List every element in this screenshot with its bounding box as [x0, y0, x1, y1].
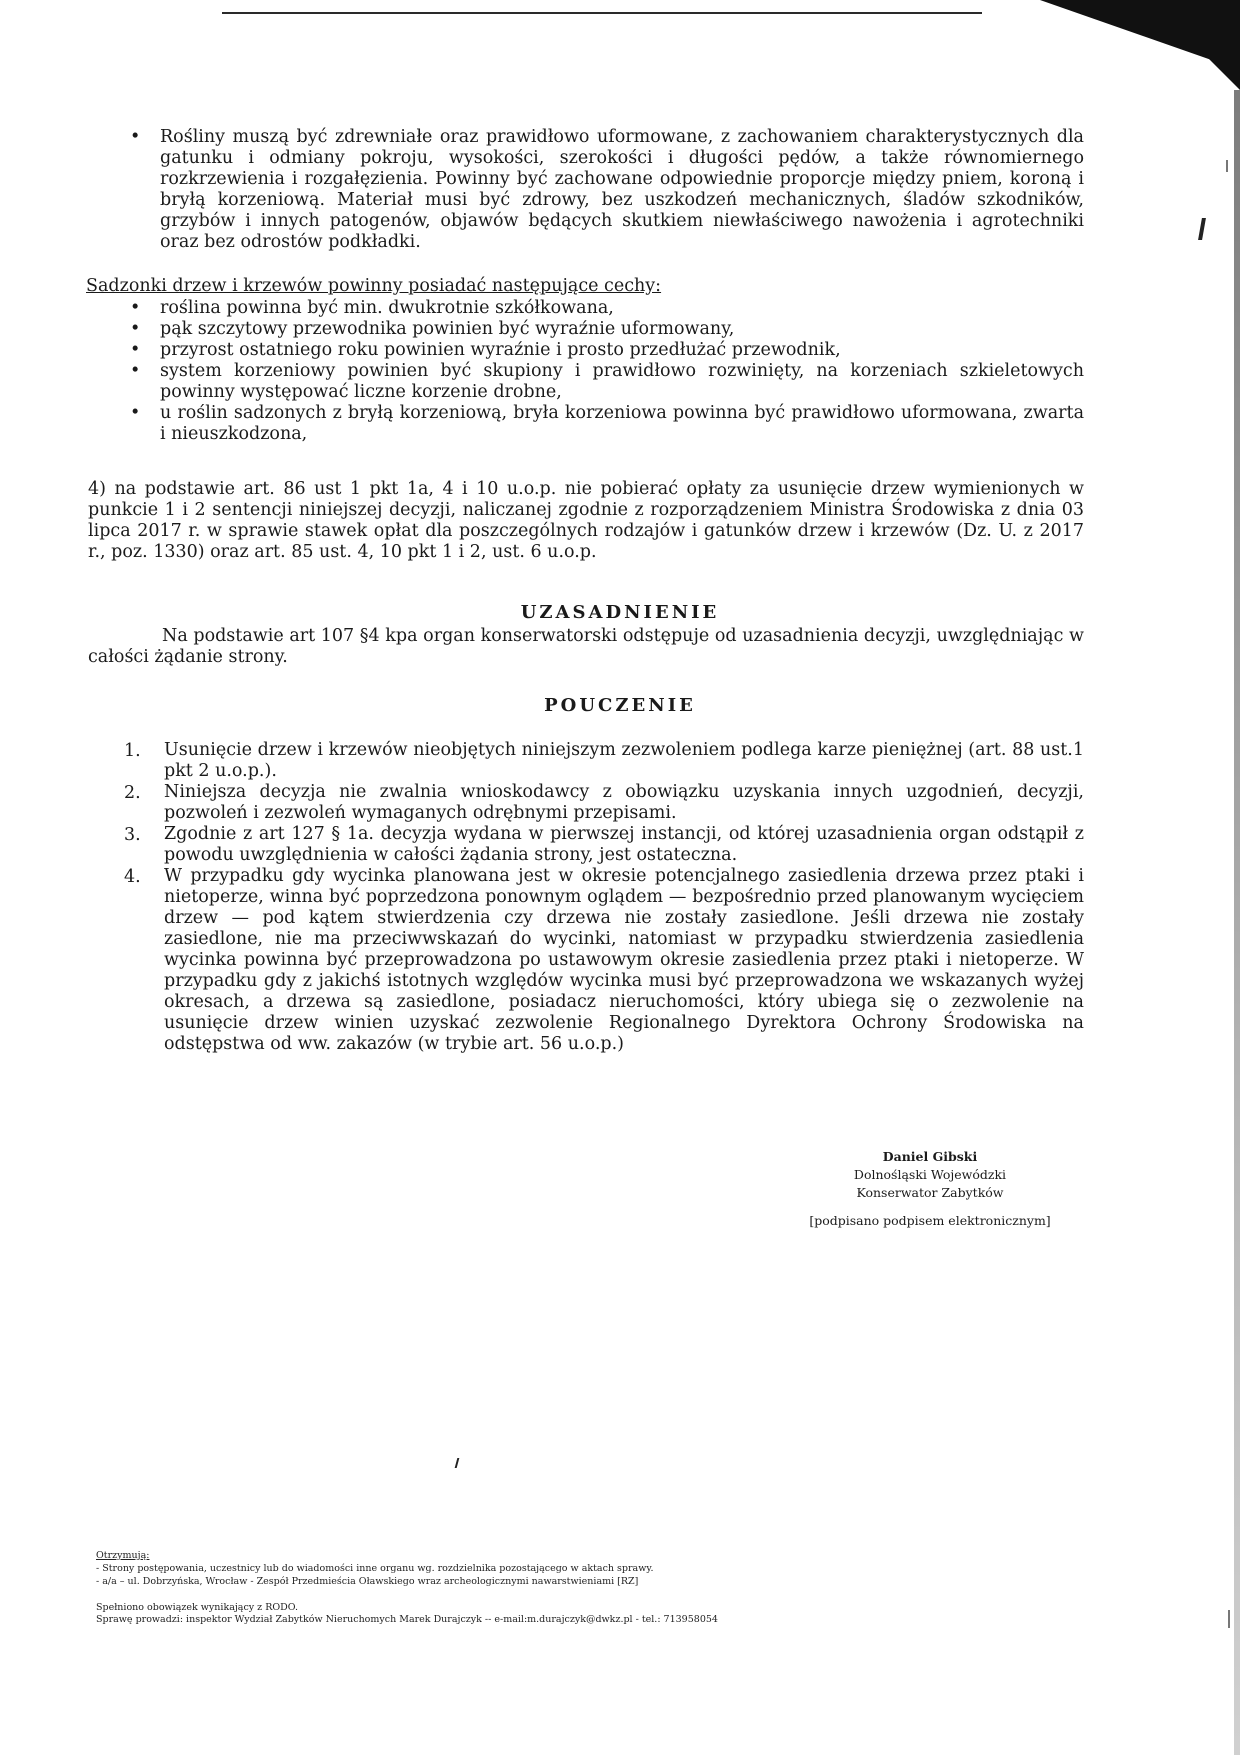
- pouczenie-heading: POUCZENIE: [544, 695, 696, 716]
- list-item: • u roślin sadzonych z bryłą korzeniową, bryła korzeniowa powinna być prawidłowo uformowana, zwarta i nieuszkodzona,: [130, 403, 1084, 444]
- scan-artifact-mark: [455, 1458, 460, 1468]
- seedlings-list: [124, 298, 1084, 445]
- case-handler: Sprawę prowadzi: inspektor Wydział Zabytków Nieruchomych Marek Durajczyk -- e-mail:m.durajczyk@dwkz.pl - tel.: 713958054: [96, 1614, 718, 1625]
- recipient-line: - Strony postępowania, uczestnicy lub do wiadomości inne organu wg. rozdzielnika pozostającego w aktach sprawy.: [96, 1563, 654, 1574]
- scan-artifact-edge: [1234, 90, 1240, 1755]
- plant-requirements-list: [124, 127, 1084, 253]
- list-item: • Rośliny muszą być zdrewniałe oraz prawidłowo uformowane, z zachowaniem charakterystycznych dla gatunku i odmiany pokroju, wysokości, szerokości i długości pędów, a także równomiernego rozkrzewienia i rozgałęzienia. Powinny być zachowane odpowiednie proporcje między pniem, koroną i bryłą korzeniową. Materiał musi być zdrowy, bez uszkodzeń mechanicznych, śladów szkodników, grzybów i innych patogenów, objawów będących skutkiem niewłaściwego nawożenia i agrotechniki oraz bez odrostów podkładki.: [130, 127, 1084, 252]
- decision-point-4: 4) na podstawie art. 86 ust 1 pkt 1a, 4 i 10 u.o.p. nie pobierać opłaty za usunięcie drzew wymienionych w punkcie 1 i 2 sentencji niniejszej decyzji, naliczanej zgodnie z rozporządzeniem Ministra Środowiska z dnia 03 lipca 2017 r. w sprawie stawek opłat dla poszczególnych rodzajów i gatunków drzew i krzewów (Dz. U. z 2017 r., poz. 1330) oraz art. 85 ust. 4, 10 pkt 1 i 2, ust. 6 u.o.p.: [88, 479, 1084, 562]
- bullet-icon: •: [130, 319, 141, 339]
- list-item: • system korzeniowy powinien być skupiony i prawidłowo rozwinięty, na korzeniach szkieletowych powinny występować liczne korzenie drobne,: [130, 361, 1084, 402]
- bullet-icon: •: [130, 127, 141, 147]
- uzasadnienie-text: Na podstawie art 107 §4 kpa organ konserwatorski odstępuje od uzasadnienia decyzji, uwzględniając w całości żądanie strony.: [88, 626, 1084, 667]
- list-item: 3. Zgodnie z art 127 § 1a. decyzja wydana w pierwszej instancji, od której uzasadnienia organ odstąpił z powodu uwzględnienia w całości żądania strony, jest ostateczna.: [124, 824, 1084, 865]
- list-item: 1. Usunięcie drzew i krzewów nieobjętych niniejszym zezwoleniem podlega karze pieniężnej (art. 88 ust.1 pkt 2 u.o.p.).: [124, 740, 1084, 781]
- scan-artifact-mark: [1226, 160, 1228, 172]
- bullet-icon: •: [130, 340, 141, 360]
- list-item: • pąk szczytowy przewodnika powinien być wyraźnie uformowany,: [130, 319, 735, 339]
- recipient-line: - a/a – ul. Dobrzyńska, Wrocław - Zespół Przedmieścia Oławskiego wraz archeologicznymi nawarstwieniami [RZ]: [96, 1576, 639, 1587]
- list-item: 4. W przypadku gdy wycinka planowana jest w okresie potencjalnego zasiedlenia drzewa przez ptaki i nietoperze, winna być poprzedzona ponownym oglądem — bezpośrednio przed planowanym wycięciem drzew — pod kątem stwierdzenia czy drzewa nie zostały zasiedlone. Jeśli drzewa nie zostały zasiedlone, nie ma przeciwwskazań do wycinki, natomiast w przypadku stwierdzenia zasiedlenia wycinka powinna być przeprowadzona po ustawowym okresie zasiedlenia przez ptaki i nietoperze. W przypadku gdy z jakichś istotnych względów wycinka musi być przeprowadzona we wskazanych wyżej okresach, a drzewa są zasiedlone, posiadacz nieruchomości, który ubiega się o zezwolenie na usunięcie drzew winien uzyskać zezwolenie Regionalnego Dyrektora Ochrony Środowiska na odstępstwa od ww. zakazów (w trybie art. 56 u.o.p.): [124, 866, 1084, 1054]
- signatory-title: Konserwator Zabytków: [856, 1185, 1004, 1200]
- scan-artifact-mark: [1198, 218, 1206, 240]
- recipients-heading: Otrzymują:: [96, 1550, 150, 1561]
- signatory-name: Daniel Gibski: [882, 1149, 978, 1164]
- bullet-icon: •: [130, 361, 141, 381]
- bullet-icon: •: [130, 298, 141, 318]
- pouczenie-list: [124, 740, 1084, 1055]
- scan-artifact-mark: [1228, 1610, 1230, 1628]
- list-item: • roślina powinna być min. dwukrotnie szkółkowana,: [130, 298, 614, 318]
- signatory-title: Dolnośląski Wojewódzki: [853, 1167, 1007, 1182]
- rodo-note: Spełniono obowiązek wynikający z RODO.: [96, 1602, 299, 1613]
- seedlings-subtitle: Sadzonki drzew i krzewów powinny posiadać następujące cechy:: [86, 276, 662, 296]
- list-item: • przyrost ostatniego roku powinien wyraźnie i prosto przedłużać przewodnik,: [130, 340, 841, 360]
- scan-artifact-line: [222, 12, 982, 14]
- scan-artifact-corner: [1200, 50, 1240, 90]
- uzasadnienie-heading: UZASADNIENIE: [520, 602, 720, 623]
- list-item: 2. Niniejsza decyzja nie zwalnia wnioskodawcy z obowiązku uzyskania innych uzgodnień, decyzji, pozwoleń i zezwoleń wymaganych odrębnymi przepisami.: [124, 782, 1084, 823]
- signature-note: [podpisano podpisem elektronicznym]: [809, 1213, 1051, 1228]
- bullet-icon: •: [130, 403, 141, 423]
